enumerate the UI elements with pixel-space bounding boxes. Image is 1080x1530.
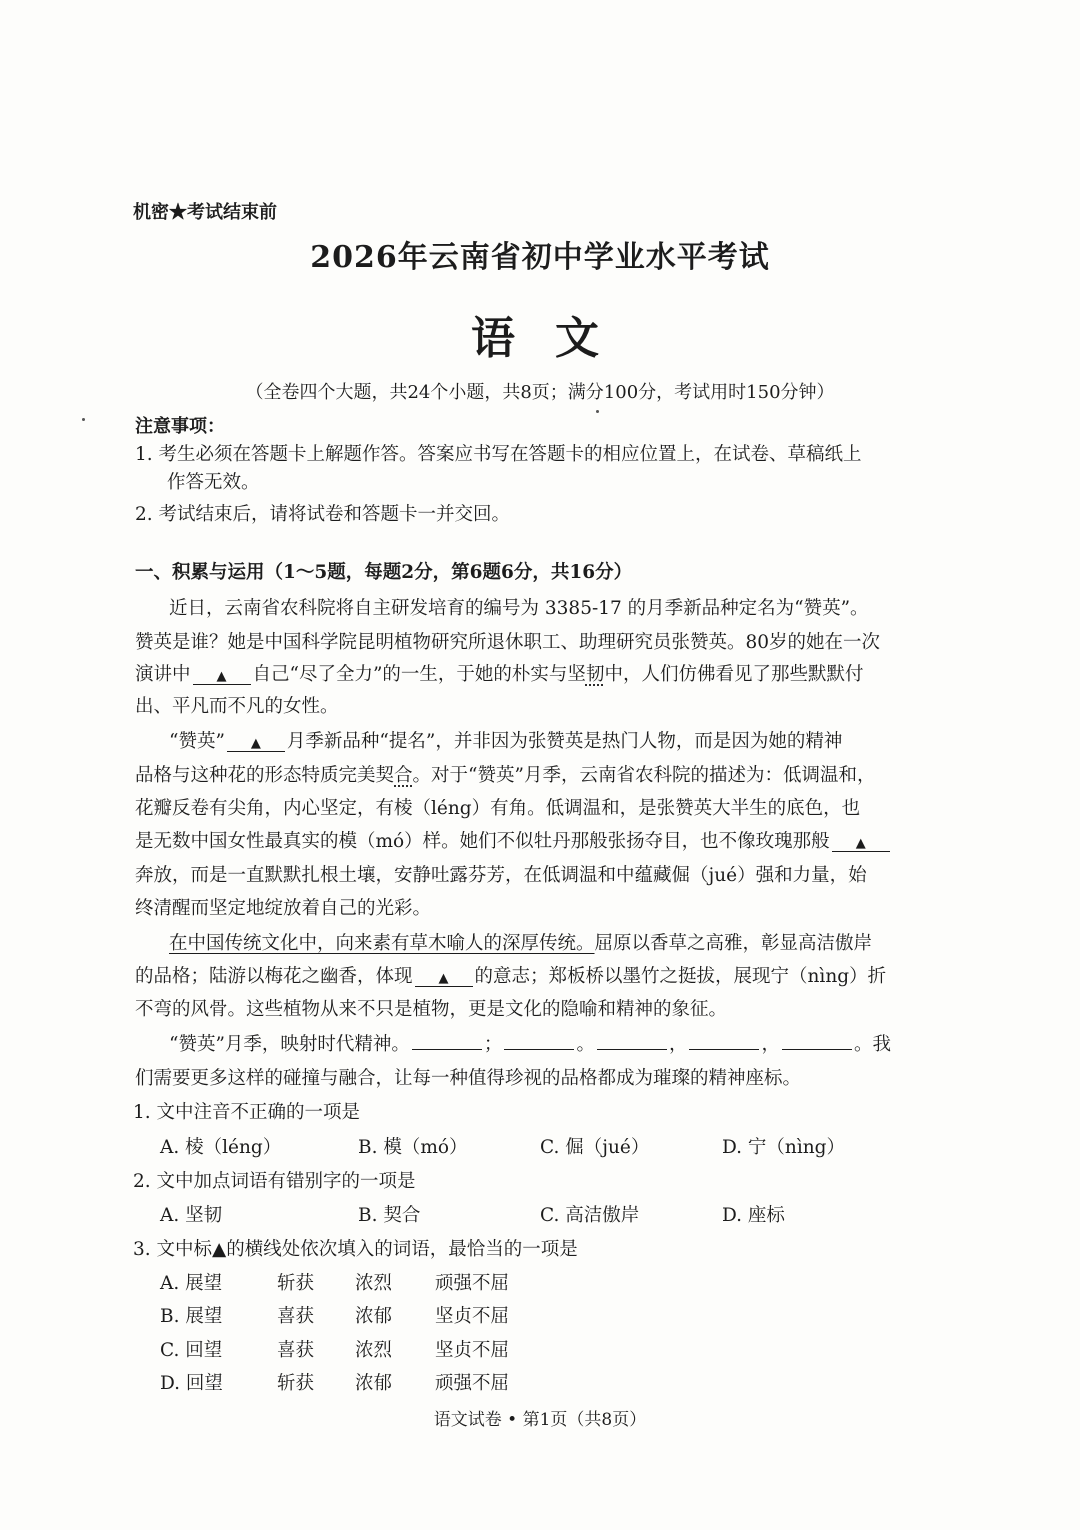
option-b: B. 契合 bbox=[358, 1205, 421, 1226]
para2-line1 bbox=[169, 727, 842, 753]
text: 品格与这种花的形态特质完美契 bbox=[135, 765, 395, 786]
para1-line1: 近日，云南省农科院将自主研发培育的编号为 3385-17 的月季新品种定名为“赞英”。 bbox=[169, 598, 869, 619]
notice-item-1-cont: 作答无效。 bbox=[167, 472, 260, 493]
option-word: B. 展望 bbox=[160, 1306, 223, 1327]
question-3-option-d bbox=[160, 1369, 509, 1395]
page-footer: 语文试卷 • 第1页（共8页） bbox=[433, 1410, 647, 1430]
text: 的品格；陆游以梅花之幽香，体现 bbox=[135, 966, 413, 987]
notice-item-2: 2. 考试结束后，请将试卷和答题卡一并交回。 bbox=[135, 504, 511, 525]
answer-blank bbox=[782, 1049, 852, 1050]
text: 。对于“赞英”月季，云南省农科院的描述为：低调温和， bbox=[412, 765, 876, 786]
question-2-stem: 2. 文中加点词语有错别字的一项是 bbox=[133, 1171, 416, 1192]
answer-blank bbox=[412, 1049, 482, 1050]
blank-4: ▲ bbox=[415, 972, 473, 987]
option-word: 浓烈 bbox=[355, 1273, 393, 1294]
option-word: 顽强不屈 bbox=[435, 1373, 510, 1394]
question-1-stem: 1. 文中注音不正确的一项是 bbox=[133, 1102, 361, 1123]
notice-item-1: 1. 考生必须在答题卡上解题作答。答案应书写在答题卡的相应位置上，在试卷、草稿纸上 bbox=[135, 444, 862, 465]
para2-line5: 奔放，而是一直默默扎根土壤，安静吐露芬芳，在低调温和中蕴藏倔（jué）强和力量，始 bbox=[135, 865, 867, 886]
blank-2: ▲ bbox=[227, 737, 285, 752]
para3-line1 bbox=[169, 929, 872, 955]
para2-line3: 花瓣反卷有尖角，内心坚定，有棱（léng）有角。低调温和，是张赞英大半生的底色，也 bbox=[135, 798, 861, 819]
option-a: A. 棱（léng） bbox=[160, 1137, 282, 1158]
option-word: 斩获 bbox=[277, 1273, 315, 1294]
option-word: 顽强不屈 bbox=[435, 1273, 510, 1294]
option-word: 喜获 bbox=[277, 1340, 315, 1361]
text: ， bbox=[668, 1034, 688, 1055]
para1-line4: 出、平凡而不凡的女性。 bbox=[135, 696, 339, 717]
para3-line3: 不弯的风骨。这些植物从来不只是植物，更是文化的隐喻和精神的象征。 bbox=[135, 999, 728, 1020]
para2-line2 bbox=[135, 761, 875, 787]
text: 月季新品种“提名”，并非因为张赞英是热门人物，而是因为她的精神 bbox=[286, 731, 843, 752]
text: ， bbox=[761, 1034, 780, 1055]
option-word: A. 展望 bbox=[160, 1273, 223, 1294]
para2-line6: 终清醒而坚定地绽放着自己的光彩。 bbox=[135, 898, 432, 919]
option-d: D. 宁（nìng） bbox=[722, 1137, 846, 1158]
para2-line4 bbox=[135, 827, 892, 853]
option-c: C. 倔（jué） bbox=[540, 1137, 650, 1158]
question-3-option-c bbox=[160, 1336, 509, 1362]
question-3-option-a bbox=[160, 1269, 509, 1295]
dotted-char: 合 bbox=[394, 765, 413, 786]
scan-speck bbox=[82, 418, 85, 421]
blank-1: ▲ bbox=[193, 670, 251, 685]
dotted-char: 韧 bbox=[585, 664, 605, 685]
section-1-title: 一、积累与运用（1～5题，每题2分，第6题6分，共16分） bbox=[135, 562, 633, 583]
notice-title: 注意事项： bbox=[135, 416, 225, 437]
option-word: 坚贞不屈 bbox=[435, 1306, 510, 1327]
text: “赞英”月季，映射时代精神。 bbox=[169, 1034, 410, 1055]
para4-line2: 们需要更多这样的碰撞与融合，让每一种值得珍视的品格都成为璀璨的精神座标。 bbox=[135, 1068, 802, 1089]
text: “赞英” bbox=[169, 731, 225, 752]
confidential-label: 机密★考试结束前 bbox=[133, 202, 277, 223]
option-c: C. 高洁傲岸 bbox=[540, 1205, 640, 1226]
question-3-stem: 3. 文中标▲的横线处依次填入的词语，最恰当的一项是 bbox=[133, 1239, 578, 1260]
question-1-options bbox=[160, 1133, 845, 1159]
scan-speck bbox=[596, 410, 599, 413]
option-b: B. 模（mó） bbox=[358, 1137, 468, 1158]
option-word: 斩获 bbox=[277, 1373, 315, 1394]
option-word: D. 回望 bbox=[160, 1373, 223, 1394]
option-a: A. 坚韧 bbox=[160, 1205, 223, 1226]
option-word: 浓郁 bbox=[355, 1373, 393, 1394]
answer-blank bbox=[597, 1049, 667, 1050]
exam-title: 2026年云南省初中学业水平考试 bbox=[310, 240, 770, 275]
answer-blank bbox=[504, 1049, 574, 1050]
answer-blank bbox=[689, 1049, 759, 1050]
subject-title: 语文 bbox=[471, 313, 639, 364]
para3-line2 bbox=[135, 962, 886, 988]
para1-line3 bbox=[135, 660, 863, 686]
text: 屈原以香草之高雅，彰显高洁傲岸 bbox=[594, 933, 873, 954]
option-d: D. 座标 bbox=[722, 1205, 785, 1226]
option-word: 坚贞不屈 bbox=[435, 1340, 510, 1361]
text: ； bbox=[483, 1034, 503, 1055]
text: 。 bbox=[576, 1034, 595, 1055]
question-3-option-b bbox=[160, 1302, 509, 1328]
text: 的意志；郑板桥以墨竹之挺拔，展现宁（nìng）折 bbox=[474, 966, 887, 987]
text: 。我 bbox=[853, 1034, 891, 1055]
option-word: 喜获 bbox=[277, 1306, 315, 1327]
text: 中，人们仿佛看见了那些默默付 bbox=[604, 664, 864, 685]
underlined-sentence: 在中国传统文化中，向来素有草木喻人的深厚传统。 bbox=[169, 933, 595, 954]
para1-line2: 赞英是谁？她是中国科学院昆明植物研究所退休职工、助理研究员张赞英。80岁的她在一次 bbox=[135, 632, 881, 653]
blank-3: ▲ bbox=[832, 837, 890, 852]
exam-info: （全卷四个大题，共24个小题，共8页；满分100分，考试用时150分钟） bbox=[245, 382, 835, 403]
para4-line1 bbox=[169, 1030, 891, 1056]
text: 演讲中 bbox=[135, 664, 191, 685]
question-2-options bbox=[160, 1201, 785, 1227]
option-word: 浓郁 bbox=[355, 1306, 393, 1327]
text: 是无数中国女性最真实的模（mó）样。她们不似牡丹那般张扬夺目，也不像玫瑰那般 bbox=[135, 831, 830, 852]
option-word: C. 回望 bbox=[160, 1340, 223, 1361]
option-word: 浓烈 bbox=[355, 1340, 393, 1361]
text: 自己“尽了全力”的一生，于她的朴实与坚 bbox=[252, 664, 586, 685]
